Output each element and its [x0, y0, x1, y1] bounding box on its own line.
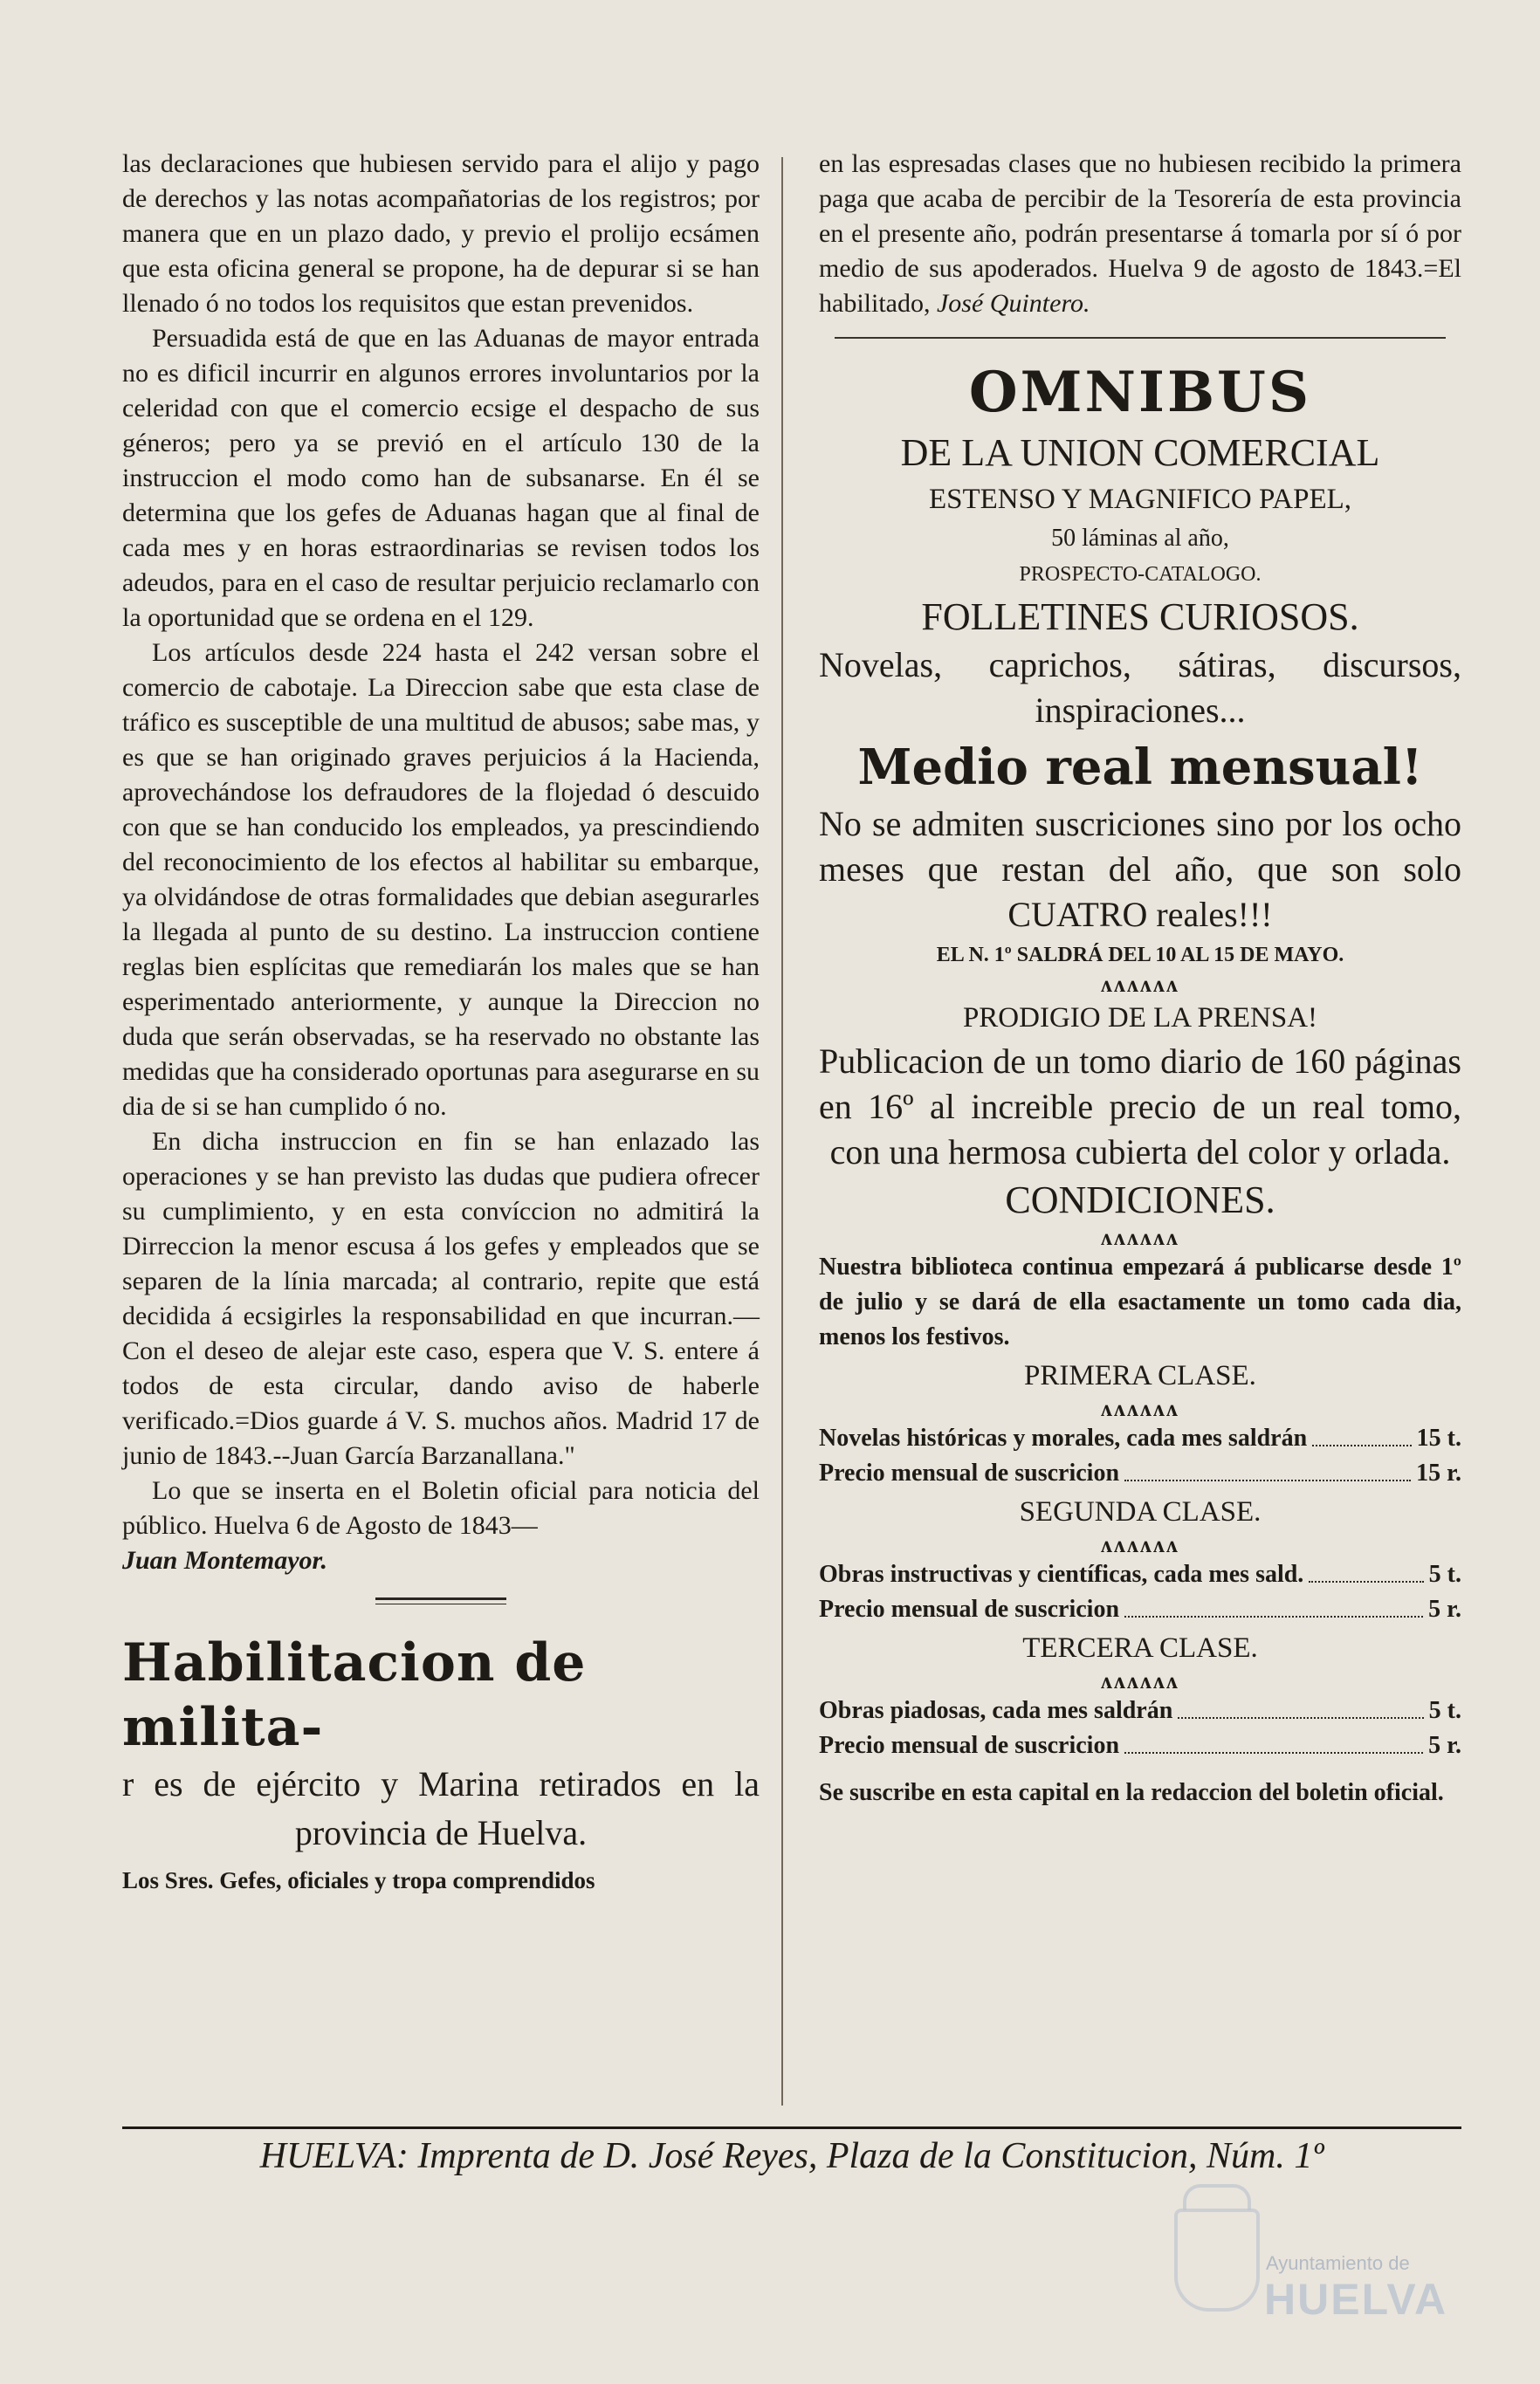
price-row — [819, 1694, 1461, 1728]
price-row — [819, 1456, 1461, 1491]
habilitacion-first-line: Los Sres. Gefes, oficiales y tropa comprendidos — [122, 1867, 595, 1893]
price-label: Precio mensual de suscricion — [819, 1460, 1120, 1487]
omnibus-advertisement — [819, 358, 1461, 1810]
price-label: Precio mensual de suscricion — [819, 1732, 1120, 1759]
dot-leader — [1312, 1421, 1411, 1446]
union-comercial-line: DE LA UNION COMERCIAL — [900, 431, 1380, 474]
coat-of-arms-icon — [1174, 2209, 1260, 2312]
saldra-line: EL N. 1º SALDRÁ DEL 10 AL 15 DE MAYO. — [936, 944, 1344, 966]
watermark-name: HUELVA — [1264, 2275, 1448, 2324]
ornament-1: ʌʌʌʌʌʌ — [1101, 972, 1179, 997]
dot-leader — [1309, 1557, 1423, 1583]
price-label: Obras piadosas, cada mes saldrán — [819, 1697, 1173, 1724]
habilitacion-title: Habilitacion de milita- — [122, 1632, 587, 1758]
dot-leader — [1124, 1728, 1423, 1754]
laminas-line: 50 láminas al año, — [1051, 525, 1229, 552]
price-label: Obras instructivas y científicas, cada mes sald. — [819, 1561, 1304, 1588]
prodigio-line: PRODIGIO DE LA PRENSA! — [962, 1002, 1318, 1034]
price-value: 15 r. — [1416, 1460, 1461, 1487]
dot-leader — [1178, 1694, 1423, 1719]
signature-quintero: José Quintero. — [936, 289, 1090, 318]
price-value: 5 r. — [1428, 1732, 1461, 1759]
right-top-text: en las espresadas clases que no hubiesen recibido la primera paga que acaba de percibir de la Tesorería de esta provincia en el presente año, podrán presentarse á tomarla por sí ó por medio de sus apoderados. Huelva 9 de agosto de 1843.=El habilitado, — [819, 149, 1461, 318]
left-column — [122, 147, 760, 1896]
left-paragraph-5: Lo que se inserta en el Boletin oficial para noticia del público. Huelva 6 de Agosto de 1843— — [122, 1476, 760, 1540]
class-3-title: TERCERA CLASE. — [1022, 1632, 1258, 1664]
column-divider — [781, 157, 783, 2106]
price-row — [819, 1592, 1461, 1627]
dot-leader — [1124, 1592, 1423, 1618]
dot-leader — [1124, 1456, 1411, 1481]
price-row — [819, 1421, 1461, 1456]
habilitacion-subtitle: r es de ejército y Marina retirados en la provincia de Huelva. — [122, 1764, 760, 1852]
left-paragraph-1: las declaraciones que hubiesen servido para el alijo y pago de derechos y las notas acompañatorias de los registros; por manera que en un plazo dado, y previo el prolijo ecsámen que esta oficina general se propone, ha de depurar si se han llenado ó no todos los requisitos que estan prevenidos. — [122, 149, 760, 318]
ad-divider — [835, 337, 1446, 339]
ornament-2: ʌʌʌʌʌʌ — [1101, 1225, 1179, 1250]
class-2-title: SEGUNDA CLASE. — [1019, 1496, 1262, 1528]
nuestra-biblioteca-text: Nuestra biblioteca continua empezará á publicarse desde 1º de julio y se dará de ella esactamente un tomo cada dia, menos los festivos. — [819, 1254, 1461, 1350]
right-column — [819, 147, 1461, 1810]
omnibus-title: OMNIBUS — [968, 360, 1312, 425]
ornament-3: ʌʌʌʌʌʌ — [1101, 1396, 1179, 1421]
suscribe-text: Se suscribe en esta capital en la redaccion del boletin oficial. — [819, 1779, 1444, 1806]
prospecto-line: PROSPECTO-CATALOGO. — [1019, 563, 1262, 586]
imprint-footer: HUELVA: Imprenta de D. José Reyes, Plaza de la Constitucion, Núm. 1º — [259, 2136, 1324, 2176]
signature-montemayor: Juan Montemayor. — [122, 1546, 328, 1575]
ornament-4: ʌʌʌʌʌʌ — [1101, 1532, 1179, 1557]
folletines-line: FOLLETINES CURIOSOS. — [921, 595, 1359, 638]
left-paragraph-4: En dicha instruccion en fin se han enlazado las operaciones y se han previsto las dudas que pudiera ofrecer su cumplimiento, y en esta convíccion no admitirá la Dirreccion la menor escusa á los gefes y empleados que se separen de la línia marcada; al contrario, repite que está decidida á ecsigirles la responsabilidad en que incurran.—Con el deseo de alejar este caso, espera que V. S. entere á todos de esta circular, dando aviso de haberle verificado.=Dios guarde á V. S. muchos años. Madrid 17 de junio de 1843.--Juan García Barzanallana." — [122, 1127, 760, 1470]
ornament-5: ʌʌʌʌʌʌ — [1101, 1668, 1179, 1694]
papel-line: ESTENSO Y MAGNIFICO PAPEL, — [928, 484, 1352, 515]
class-1-title: PRIMERA CLASE. — [1024, 1360, 1256, 1391]
section-divider — [375, 1597, 506, 1604]
price-value: 5 r. — [1428, 1596, 1461, 1623]
price-label: Precio mensual de suscricion — [819, 1596, 1120, 1623]
price-value: 5 t. — [1428, 1561, 1461, 1588]
watermark-subtitle: Ayuntamiento de — [1266, 2252, 1410, 2274]
condiciones-heading: CONDICIONES. — [1005, 1178, 1275, 1221]
price-label: Novelas históricas y morales, cada mes saldrán — [819, 1425, 1308, 1452]
price-row — [819, 1728, 1461, 1763]
footer-rule — [122, 2126, 1461, 2129]
left-paragraph-2: Persuadida está de que en las Aduanas de mayor entrada no es dificil incurrir en algunos errores involuntarios por la celeridad con que el comercio ecsige el despacho de sus géneros; pero ya se previó en el artículo 130 de la instruccion el modo como han de subsanarse. En él se determina que los gefes de Aduanas hagan que al final de cada mes y en horas estraordinarias se revisen todos los adeudos, para en el caso de resultar perjuicio reclamarlo con la oportunidad que se ordena en el 129. — [122, 324, 760, 632]
novelas-line: Novelas, caprichos, sátiras, discursos, inspiraciones... — [819, 645, 1461, 730]
medio-real-line: Medio real mensual! — [857, 739, 1423, 796]
right-top-paragraph — [819, 147, 1461, 321]
price-value: 5 t. — [1428, 1697, 1461, 1724]
coat-of-arms-icon — [1183, 2184, 1251, 2210]
price-value: 15 t. — [1416, 1425, 1461, 1452]
publicacion-line: Publicacion de un tomo diario de 160 páginas en 16º al increible precio de un real tomo, con una hermosa cubierta del color y orlada. — [819, 1041, 1461, 1171]
left-paragraph-3: Los artículos desde 224 hasta el 242 versan sobre el comercio de cabotaje. La Direccion sabe que esta clase de tráfico es susceptible de una multitud de abusos; sabe mas, y es que se han originado graves perjuicios á la Hacienda, aprovechándose los defraudores de la flojedad ó descuido con que se han conducido los empleados, ya prescindiendo del reconocimiento de los efectos al habilitar su embarque, ya olvidándose de otras formalidades que debian asegurarles la llegada al punto de su destino. La instruccion contiene reglas bien esplícitas que remediarán los males que se han esperimentado anteriormente, y aunque la Direccion no duda que serán observadas, se ha reservado no obstante las medidas que ha considerado oportunas para asegurarse en su dia de si se han cumplido ó no. — [122, 638, 760, 1121]
no-admiten-line: No se admiten suscriciones sino por los ocho meses que restan del año, que son solo CUATRO reales!!! — [819, 804, 1461, 934]
price-row — [819, 1557, 1461, 1592]
